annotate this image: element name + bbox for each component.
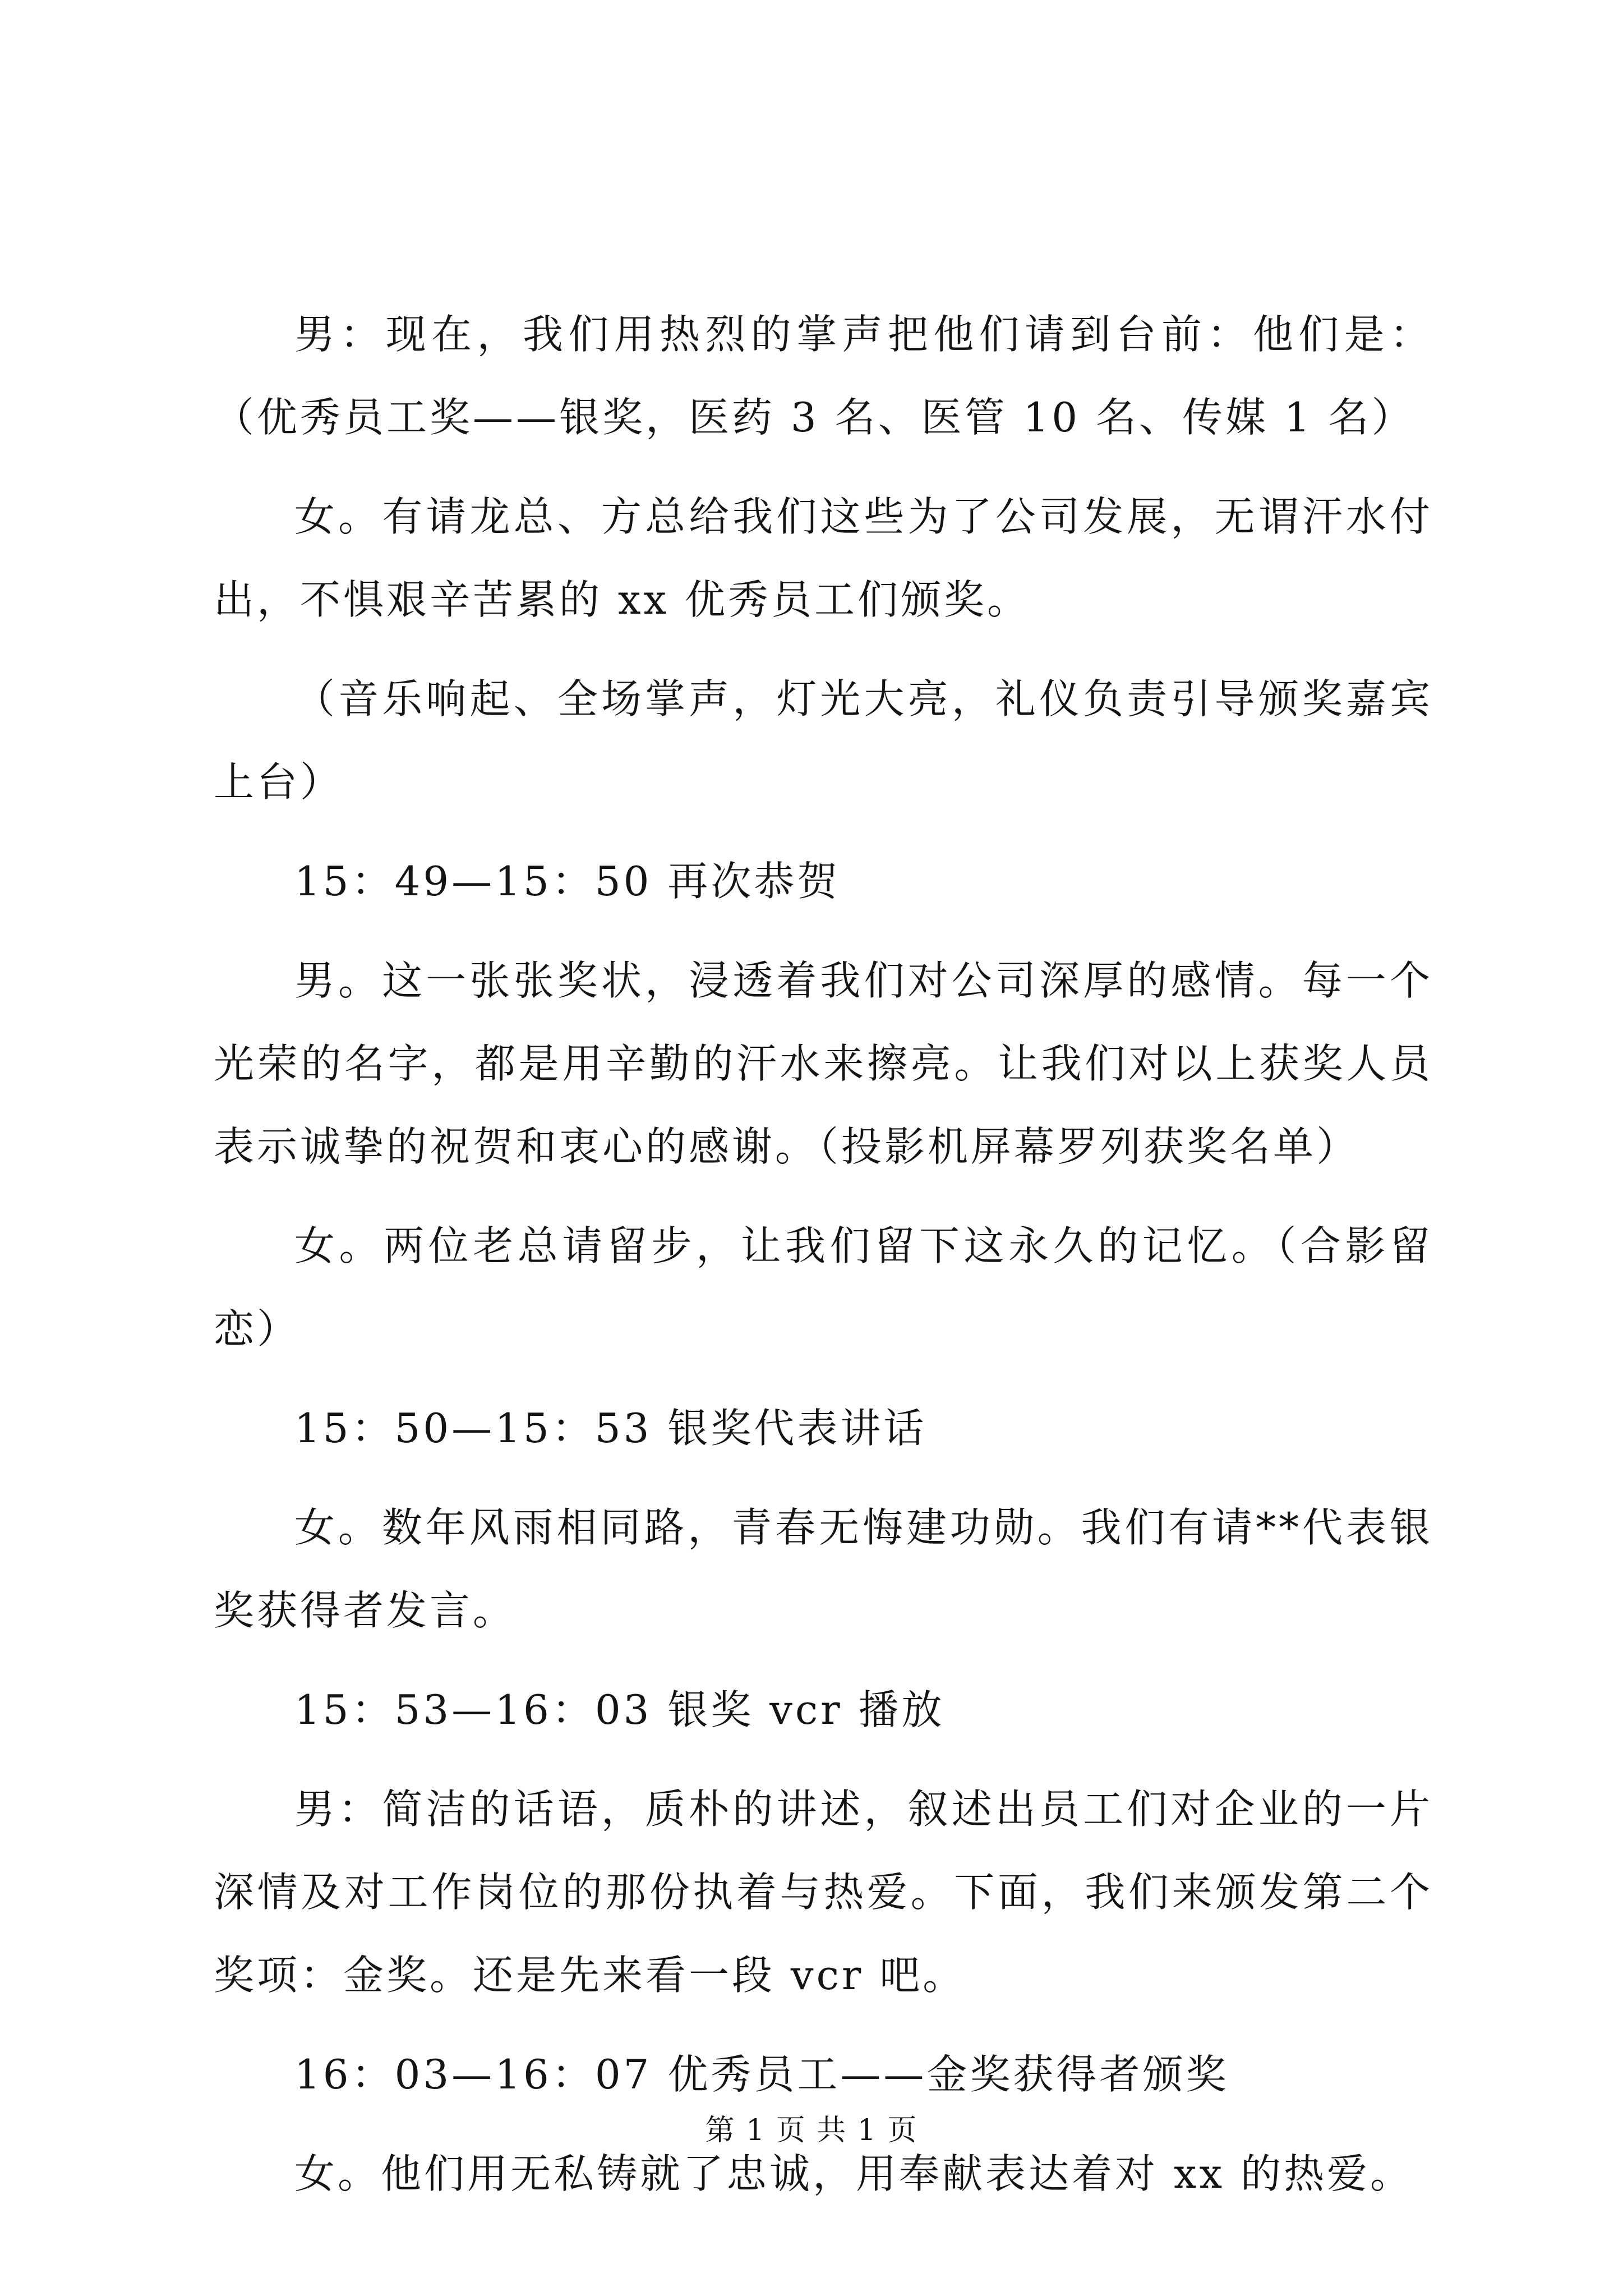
paragraph: 15：49—15：50 再次恭贺 — [294, 858, 841, 905]
paragraph: 15：50—15：53 银奖代表讲话 — [294, 1405, 927, 1452]
paragraph: 15：53—16：03 银奖 vcr 播放 — [294, 1686, 945, 1733]
page-footer: 第 1 页 共 1 页 — [705, 2114, 918, 2147]
paragraph: 男：现在，我们用热烈的掌声把他们请到台前：他们是：（优秀员工奖——银奖，医药 3 名、医管 10 名、传媒 1 名） — [214, 311, 1433, 441]
paragraph: 男：简洁的话语，质朴的讲述，叙述出员工们对企业的一片深情及对工作岗位的那份执着与热爱。下面，我们来颁发第二个奖项：金奖。还是先来看一段 vcr 吧。 — [214, 1786, 1433, 1999]
paragraph: 女。数年风雨相同路，青春无悔建功勋。我们有请**代表银奖获得者发言。 — [214, 1504, 1433, 1634]
paragraph: 女。他们用无私铸就了忠诚，用奉献表达着对 xx 的热爱。 — [294, 2150, 1413, 2197]
paragraph: 男。这一张张奖状，浸透着我们对公司深厚的感情。每一个光荣的名字，都是用辛勤的汗水来擦亮。让我们对以上获奖人员表示诚挚的祝贺和衷心的感谢。（投影机屏幕罗列获奖名单） — [214, 957, 1433, 1170]
paragraph: 女。有请龙总、方总给我们这些为了公司发展，无谓汗水付出，不惧艰辛苦累的 xx 优秀员工们颁奖。 — [214, 493, 1433, 623]
paragraph: 女。两位老总请留步，让我们留下这永久的记忆。（合影留恋） — [214, 1222, 1433, 1352]
paragraph: （音乐响起、全场掌声，灯光大亮，礼仪负责引导颁奖嘉宾上台） — [214, 675, 1433, 806]
paragraph: 16：03—16：07 优秀员工——金奖获得者颁奖 — [294, 2051, 1229, 2098]
document-body — [214, 293, 1433, 2231]
